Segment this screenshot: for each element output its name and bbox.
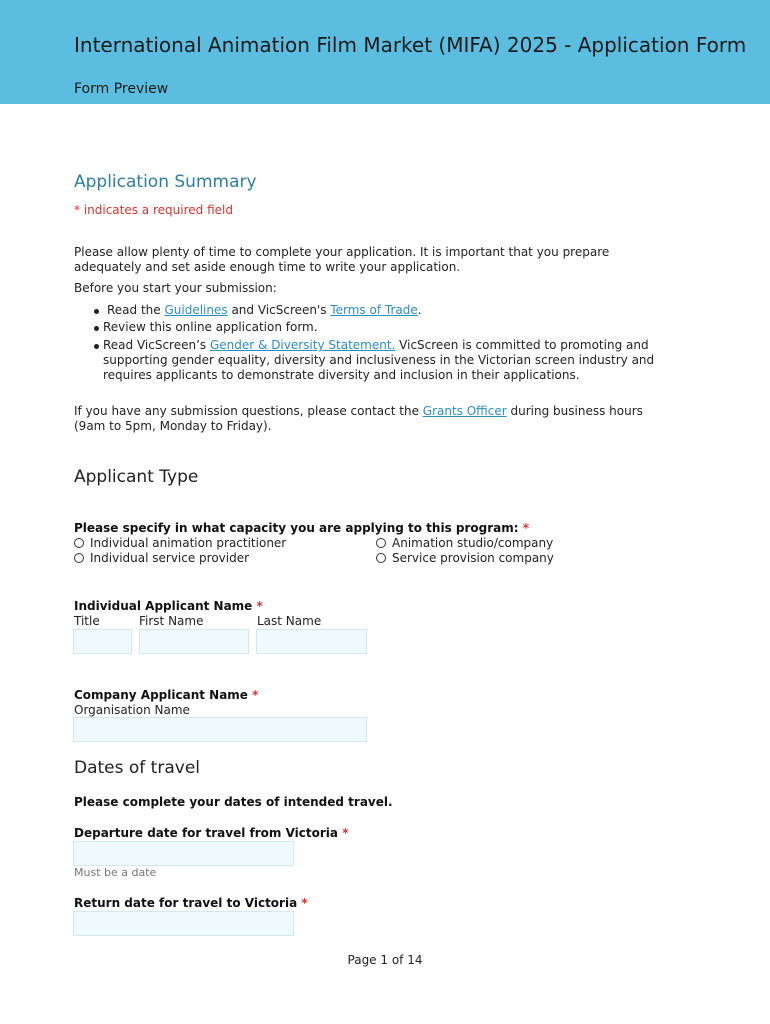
bullet-icon xyxy=(94,309,99,314)
list-item: Review this online application form. xyxy=(74,320,674,338)
section-heading-summary: Application Summary xyxy=(74,172,257,192)
list-item: Read VicScreen’s Gender & Diversity Statement. VicScreen is committed to promoting and supporting gender equality, diversity and inclusiveness in the Victorian screen industry and requires applicants to demonstrate diversity and inclusion in their applications. xyxy=(74,338,674,383)
bullet-icon xyxy=(94,326,99,331)
terms-of-trade-link[interactable]: Terms of Trade xyxy=(330,303,418,317)
departure-date-input[interactable] xyxy=(73,841,294,866)
return-date-label: Return date for travel to Victoria * xyxy=(74,896,308,910)
required-marker: * xyxy=(252,688,259,702)
before-start-list xyxy=(74,303,674,383)
individual-name-label: Individual Applicant Name * xyxy=(74,599,263,613)
dates-instruction: Please complete your dates of intended travel. xyxy=(74,795,393,809)
contact-paragraph: If you have any submission questions, please contact the Grants Officer during business hours (9am to 5pm, Monday to Friday). xyxy=(74,404,643,433)
return-date-input[interactable] xyxy=(73,911,294,936)
list-item: Read the Guidelines and VicScreen's Terms of Trade. xyxy=(74,303,674,320)
departure-date-label: Departure date for travel from Victoria * xyxy=(74,826,349,840)
radio-service-provision-company[interactable]: Service provision company xyxy=(376,551,554,565)
grants-officer-link[interactable]: Grants Officer xyxy=(422,404,507,418)
first-name-sublabel: First Name xyxy=(139,614,204,628)
section-heading-dates: Dates of travel xyxy=(74,758,200,778)
radio-icon[interactable] xyxy=(74,553,84,563)
radio-icon[interactable] xyxy=(376,538,386,548)
radio-icon[interactable] xyxy=(376,553,386,563)
radio-individual-animation-practitioner[interactable]: Individual animation practitioner xyxy=(74,536,286,550)
required-field-note: * indicates a required field xyxy=(74,203,233,217)
before-start-text: Before you start your submission: xyxy=(74,281,277,295)
radio-animation-studio-company[interactable]: Animation studio/company xyxy=(376,536,553,550)
page-number: Page 1 of 14 xyxy=(347,953,423,967)
bullet-icon xyxy=(94,344,99,349)
first-name-input[interactable] xyxy=(139,629,249,654)
organisation-name-input[interactable] xyxy=(73,717,367,742)
departure-date-hint: Must be a date xyxy=(74,866,157,879)
company-name-label: Company Applicant Name * xyxy=(74,688,259,702)
radio-icon[interactable] xyxy=(74,538,84,548)
title-sublabel: Title xyxy=(74,614,100,628)
required-marker: * xyxy=(301,896,308,910)
last-name-sublabel: Last Name xyxy=(257,614,322,628)
form-title: International Animation Film Market (MIFA) 2025 - Application Form xyxy=(74,33,747,57)
required-marker: * xyxy=(522,521,530,535)
form-subtitle: Form Preview xyxy=(74,81,169,97)
capacity-question: Please specify in what capacity you are applying to this program: * xyxy=(74,521,530,535)
guidelines-link[interactable]: Guidelines xyxy=(164,303,228,317)
intro-paragraph: Please allow plenty of time to complete your application. It is important that you prepare adequately and set aside enough time to write your application. xyxy=(74,245,610,274)
last-name-input[interactable] xyxy=(256,629,367,654)
required-marker: * xyxy=(342,826,349,840)
gender-diversity-statement-link[interactable]: Gender & Diversity Statement. xyxy=(209,338,396,352)
section-heading-applicant-type: Applicant Type xyxy=(74,467,199,487)
title-input[interactable] xyxy=(73,629,132,654)
radio-individual-service-provider[interactable]: Individual service provider xyxy=(74,551,249,565)
required-marker: * xyxy=(256,599,263,613)
organisation-name-sublabel: Organisation Name xyxy=(74,703,190,717)
form-header xyxy=(0,0,770,104)
